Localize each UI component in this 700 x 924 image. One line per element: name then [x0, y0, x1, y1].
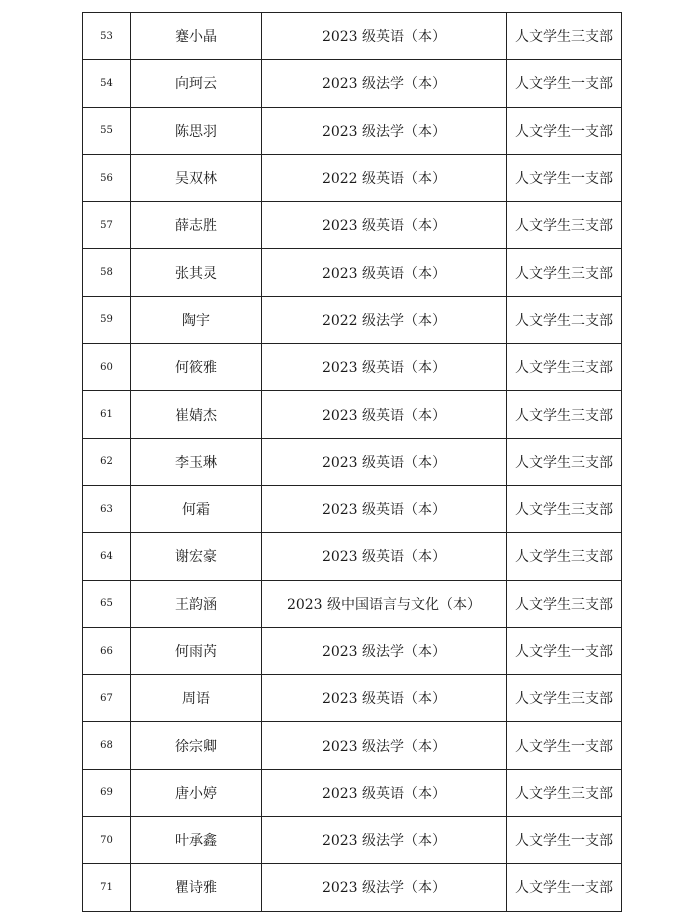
cell-major: 2023 级英语（本）	[262, 438, 507, 485]
cell-name: 张其灵	[131, 249, 262, 296]
table-row	[83, 864, 622, 911]
table-row	[83, 344, 622, 391]
cell-name: 谢宏豪	[131, 533, 262, 580]
cell-branch: 人文学生一支部	[507, 107, 622, 154]
cell-major: 2023 级英语（本）	[262, 769, 507, 816]
cell-name: 吴双林	[131, 154, 262, 201]
cell-number: 59	[83, 296, 131, 343]
cell-name: 王韵涵	[131, 580, 262, 627]
cell-number: 61	[83, 391, 131, 438]
cell-branch: 人文学生三支部	[507, 580, 622, 627]
cell-branch: 人文学生二支部	[507, 296, 622, 343]
cell-number: 70	[83, 817, 131, 864]
cell-major: 2023 级法学（本）	[262, 60, 507, 107]
cell-number: 56	[83, 154, 131, 201]
cell-number: 67	[83, 675, 131, 722]
cell-name: 瞿诗雅	[131, 864, 262, 911]
cell-major: 2023 级英语（本）	[262, 485, 507, 532]
cell-name: 叶承鑫	[131, 817, 262, 864]
cell-name: 向珂云	[131, 60, 262, 107]
cell-name: 薛志胜	[131, 202, 262, 249]
cell-branch: 人文学生三支部	[507, 13, 622, 60]
table-row	[83, 13, 622, 60]
cell-number: 68	[83, 722, 131, 769]
member-table-container	[82, 12, 617, 912]
table-row	[83, 627, 622, 674]
cell-branch: 人文学生一支部	[507, 154, 622, 201]
table-row	[83, 580, 622, 627]
table-row	[83, 817, 622, 864]
member-table	[82, 12, 622, 912]
cell-major: 2023 级英语（本）	[262, 249, 507, 296]
table-row	[83, 60, 622, 107]
cell-name: 何筱雅	[131, 344, 262, 391]
table-row	[83, 769, 622, 816]
cell-major: 2023 级英语（本）	[262, 344, 507, 391]
cell-branch: 人文学生一支部	[507, 60, 622, 107]
cell-major: 2023 级法学（本）	[262, 107, 507, 154]
cell-branch: 人文学生三支部	[507, 533, 622, 580]
cell-major: 2023 级英语（本）	[262, 202, 507, 249]
member-table-body	[83, 13, 622, 912]
cell-number: 63	[83, 485, 131, 532]
cell-major: 2023 级英语（本）	[262, 675, 507, 722]
cell-number: 60	[83, 344, 131, 391]
cell-major: 2023 级法学（本）	[262, 627, 507, 674]
cell-number: 53	[83, 13, 131, 60]
table-row	[83, 485, 622, 532]
cell-branch: 人文学生三支部	[507, 391, 622, 438]
cell-branch: 人文学生三支部	[507, 344, 622, 391]
cell-major: 2023 级法学（本）	[262, 864, 507, 911]
cell-name: 周语	[131, 675, 262, 722]
cell-branch: 人文学生一支部	[507, 817, 622, 864]
cell-branch: 人文学生三支部	[507, 675, 622, 722]
cell-number: 69	[83, 769, 131, 816]
table-row	[83, 202, 622, 249]
cell-number: 64	[83, 533, 131, 580]
table-row	[83, 391, 622, 438]
cell-number: 71	[83, 864, 131, 911]
cell-number: 58	[83, 249, 131, 296]
cell-major: 2023 级法学（本）	[262, 722, 507, 769]
cell-number: 62	[83, 438, 131, 485]
cell-number: 65	[83, 580, 131, 627]
cell-name: 何雨芮	[131, 627, 262, 674]
table-row	[83, 438, 622, 485]
cell-major: 2023 级中国语言与文化（本）	[262, 580, 507, 627]
cell-name: 徐宗卿	[131, 722, 262, 769]
cell-branch: 人文学生一支部	[507, 722, 622, 769]
cell-name: 蹇小晶	[131, 13, 262, 60]
table-row	[83, 722, 622, 769]
table-row	[83, 249, 622, 296]
cell-branch: 人文学生一支部	[507, 627, 622, 674]
cell-branch: 人文学生一支部	[507, 864, 622, 911]
cell-number: 55	[83, 107, 131, 154]
table-row	[83, 533, 622, 580]
cell-name: 崔婧杰	[131, 391, 262, 438]
cell-number: 54	[83, 60, 131, 107]
table-row	[83, 107, 622, 154]
cell-major: 2023 级英语（本）	[262, 533, 507, 580]
cell-branch: 人文学生三支部	[507, 769, 622, 816]
cell-number: 66	[83, 627, 131, 674]
cell-name: 唐小婷	[131, 769, 262, 816]
cell-name: 陈思羽	[131, 107, 262, 154]
cell-major: 2022 级英语（本）	[262, 154, 507, 201]
cell-number: 57	[83, 202, 131, 249]
cell-major: 2023 级英语（本）	[262, 391, 507, 438]
cell-branch: 人文学生三支部	[507, 485, 622, 532]
cell-branch: 人文学生三支部	[507, 438, 622, 485]
cell-name: 李玉琳	[131, 438, 262, 485]
cell-name: 陶宇	[131, 296, 262, 343]
cell-major: 2022 级法学（本）	[262, 296, 507, 343]
cell-branch: 人文学生三支部	[507, 249, 622, 296]
cell-branch: 人文学生三支部	[507, 202, 622, 249]
table-row	[83, 154, 622, 201]
table-row	[83, 675, 622, 722]
cell-major: 2023 级法学（本）	[262, 817, 507, 864]
table-row	[83, 296, 622, 343]
cell-major: 2023 级英语（本）	[262, 13, 507, 60]
cell-name: 何霜	[131, 485, 262, 532]
